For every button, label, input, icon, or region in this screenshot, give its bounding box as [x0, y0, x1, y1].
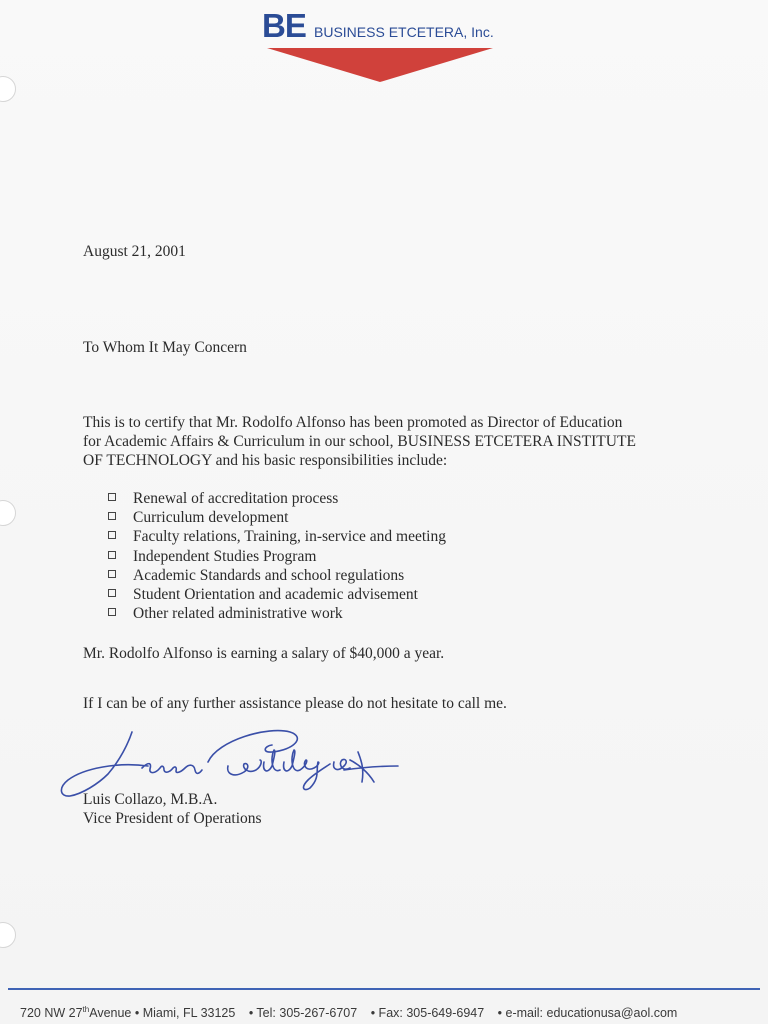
footer-email: • e-mail: educationusa@aol.com [497, 1006, 678, 1020]
body-line: OF TECHNOLOGY and his basic responsibilities include: [83, 452, 448, 469]
list-item-label: Independent Studies Program [133, 547, 317, 565]
letterhead [262, 8, 512, 86]
salutation: To Whom It May Concern [83, 339, 247, 356]
list-item-label: Student Orientation and academic advisement [133, 585, 418, 603]
list-item [108, 604, 446, 623]
responsibilities-list [108, 489, 446, 623]
checkbox-bullet-icon [108, 570, 116, 578]
list-item-label: Other related administrative work [133, 605, 343, 623]
list-item [108, 527, 446, 546]
list-item-label: Academic Standards and school regulations [133, 566, 405, 584]
company-logo-mark: BE [262, 7, 306, 44]
signer-title: Vice President of Operations [83, 810, 262, 827]
body-line: for Academic Affairs & Curriculum in our school, BUSINESS ETCETERA INSTITUTE [83, 433, 636, 450]
body-line: This is to certify that Mr. Rodolfo Alfonso has been promoted as Director of Education [83, 414, 623, 431]
footer-address-suffix: th [82, 1005, 90, 1014]
list-item [108, 508, 446, 527]
company-name: BUSINESS ETCETERA, Inc. [314, 24, 494, 40]
list-item [108, 566, 446, 585]
checkbox-bullet-icon [108, 531, 116, 539]
letter-date: August 21, 2001 [83, 243, 186, 260]
salary-statement: Mr. Rodolfo Alfonso is earning a salary of $40,000 a year. [83, 645, 445, 662]
footer-contact [20, 1005, 677, 1021]
punch-hole [0, 500, 16, 526]
footer-address-street: Avenue • Miami, FL 33125 [89, 1006, 236, 1020]
list-item [108, 489, 446, 508]
footer-telephone: • Tel: 305-267-6707 [248, 1006, 358, 1020]
list-item-label: Curriculum development [133, 509, 289, 527]
checkbox-bullet-icon [108, 493, 116, 501]
signer-name: Luis Collazo, M.B.A. [83, 791, 218, 808]
closing-line: If I can be of any further assistance please do not hesitate to call me. [83, 695, 507, 712]
punch-hole [0, 922, 16, 948]
checkbox-bullet-icon [108, 551, 116, 559]
checkbox-bullet-icon [108, 589, 116, 597]
list-item-label: Renewal of accreditation process [133, 490, 339, 507]
footer-address-number: 720 NW 27 [20, 1006, 83, 1020]
footer-fax: • Fax: 305-649-6947 [370, 1006, 485, 1020]
logo-arrow-icon [267, 48, 493, 84]
list-item-label: Faculty relations, Training, in-service and meeting [133, 528, 446, 546]
footer-rule [8, 988, 760, 990]
punch-hole [0, 76, 16, 102]
list-item [108, 547, 446, 566]
checkbox-bullet-icon [108, 512, 116, 520]
body-paragraph [83, 413, 703, 470]
list-item [108, 585, 446, 604]
checkbox-bullet-icon [108, 608, 116, 616]
